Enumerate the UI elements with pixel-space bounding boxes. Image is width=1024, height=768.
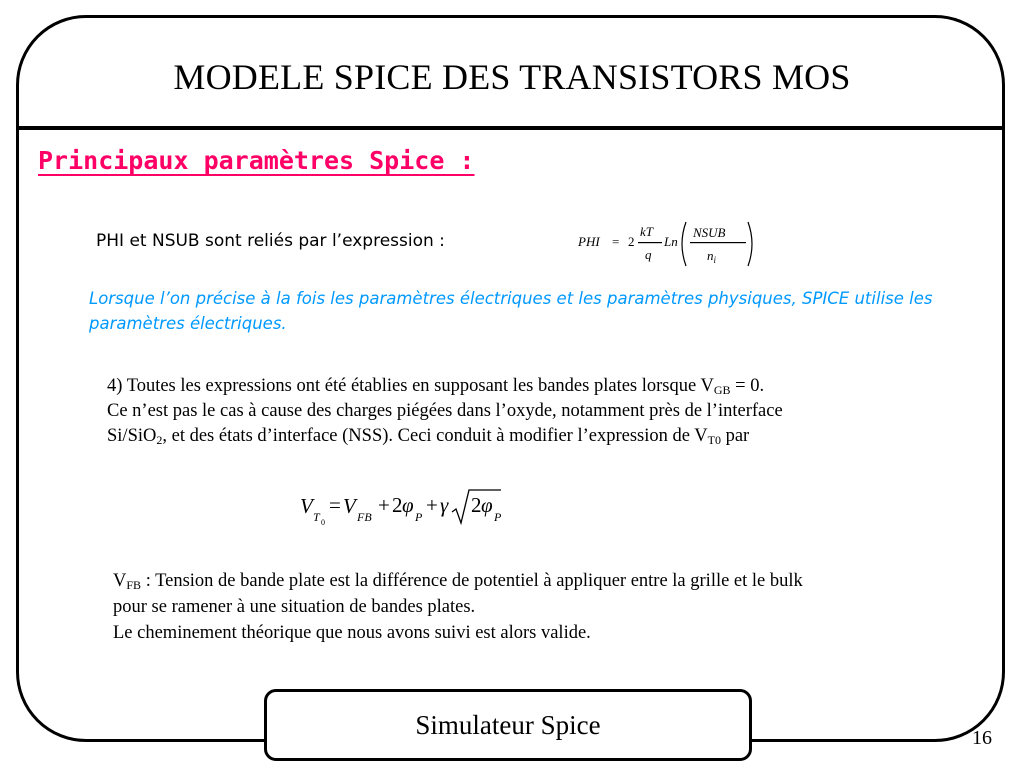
vt-fb-sub: FB [357, 510, 372, 524]
paragraph-4 [107, 374, 1007, 449]
formula-lhs: PHI [578, 234, 600, 249]
formula-den: q [645, 247, 652, 262]
slide-title: MODELE SPICE DES TRANSISTORS MOS [173, 57, 851, 97]
formula-inner-num: NSUB [693, 225, 726, 240]
vt-p-sub-2: P [494, 510, 502, 524]
phi-formula [578, 216, 758, 272]
vt-two-1: 2 [392, 493, 403, 517]
para-text-5: , et des états d’interface (NSS). Ceci conduit à modifier l’expression de V [162, 426, 708, 446]
footer-title: Simulateur Spice [415, 710, 601, 740]
vt-equals: = [329, 493, 341, 517]
vfb-sub: FB [126, 578, 142, 592]
inner-den-n: n [707, 248, 714, 263]
vt-formula [296, 488, 506, 536]
vfb-paragraph [113, 568, 993, 646]
para-text-1: 4) Toutes les expressions ont été établies en supposant les bandes plates lorsque V [107, 376, 714, 396]
para-sub-2: 2 [156, 433, 163, 447]
vt-t-sub: T [313, 510, 320, 524]
vt-gamma: γ [440, 493, 449, 517]
vt-plus-1: + [378, 493, 390, 517]
vfb-text-1: : Tension de bande plate est la différence de potentiel à appliquer entre la grille et le bulk [141, 571, 803, 591]
para-text-4: Si/SiO [107, 426, 157, 446]
formula-coef: 2 [628, 234, 635, 249]
formula-num: kT [640, 224, 653, 239]
para-text-6: par [720, 426, 750, 446]
vt-plus-2: + [426, 493, 438, 517]
vt-vfb: V [343, 494, 356, 518]
page-number: 16 [972, 727, 992, 749]
vfb-text-2: pour se ramener à une situation de bandes plates. [113, 597, 476, 617]
vt-v: V [300, 494, 313, 518]
formula-equals: = [612, 234, 620, 249]
vfb-text-3: Le cheminement théorique que nous avons suivi est alors valide. [113, 623, 591, 643]
formula-ln: Ln [664, 234, 678, 249]
inner-den-sub: i [713, 255, 717, 265]
formula-inner-den [707, 248, 716, 265]
title-divider [17, 126, 1004, 130]
fraction-bar [638, 242, 662, 244]
vt-two-2: 2 [471, 493, 482, 517]
para-sub-gb: GB [713, 383, 731, 397]
para-text-2: = 0. [730, 376, 765, 396]
vfb-v: V [113, 571, 127, 591]
section-heading: Principaux paramètres Spice : [38, 146, 475, 175]
phi-nsub-text: PHI et NSUB sont reliés par l’expression : [96, 231, 445, 251]
vt-zero-sub: 0 [321, 518, 325, 527]
vt-phi-2: φ [481, 493, 493, 517]
vt-phi-1: φ [402, 493, 414, 517]
vt-p-sub-1: P [415, 510, 423, 524]
para-sub-t0: T0 [707, 433, 721, 447]
para-text-3: Ce n’est pas le cas à cause des charges piégées dans l’oxyde, notamment près de l’interface [107, 401, 783, 421]
note-text: Lorsque l’on précise à la fois les paramètres électriques et les paramètres physiques, SPICE utilise les paramètres électriques. [89, 289, 933, 333]
